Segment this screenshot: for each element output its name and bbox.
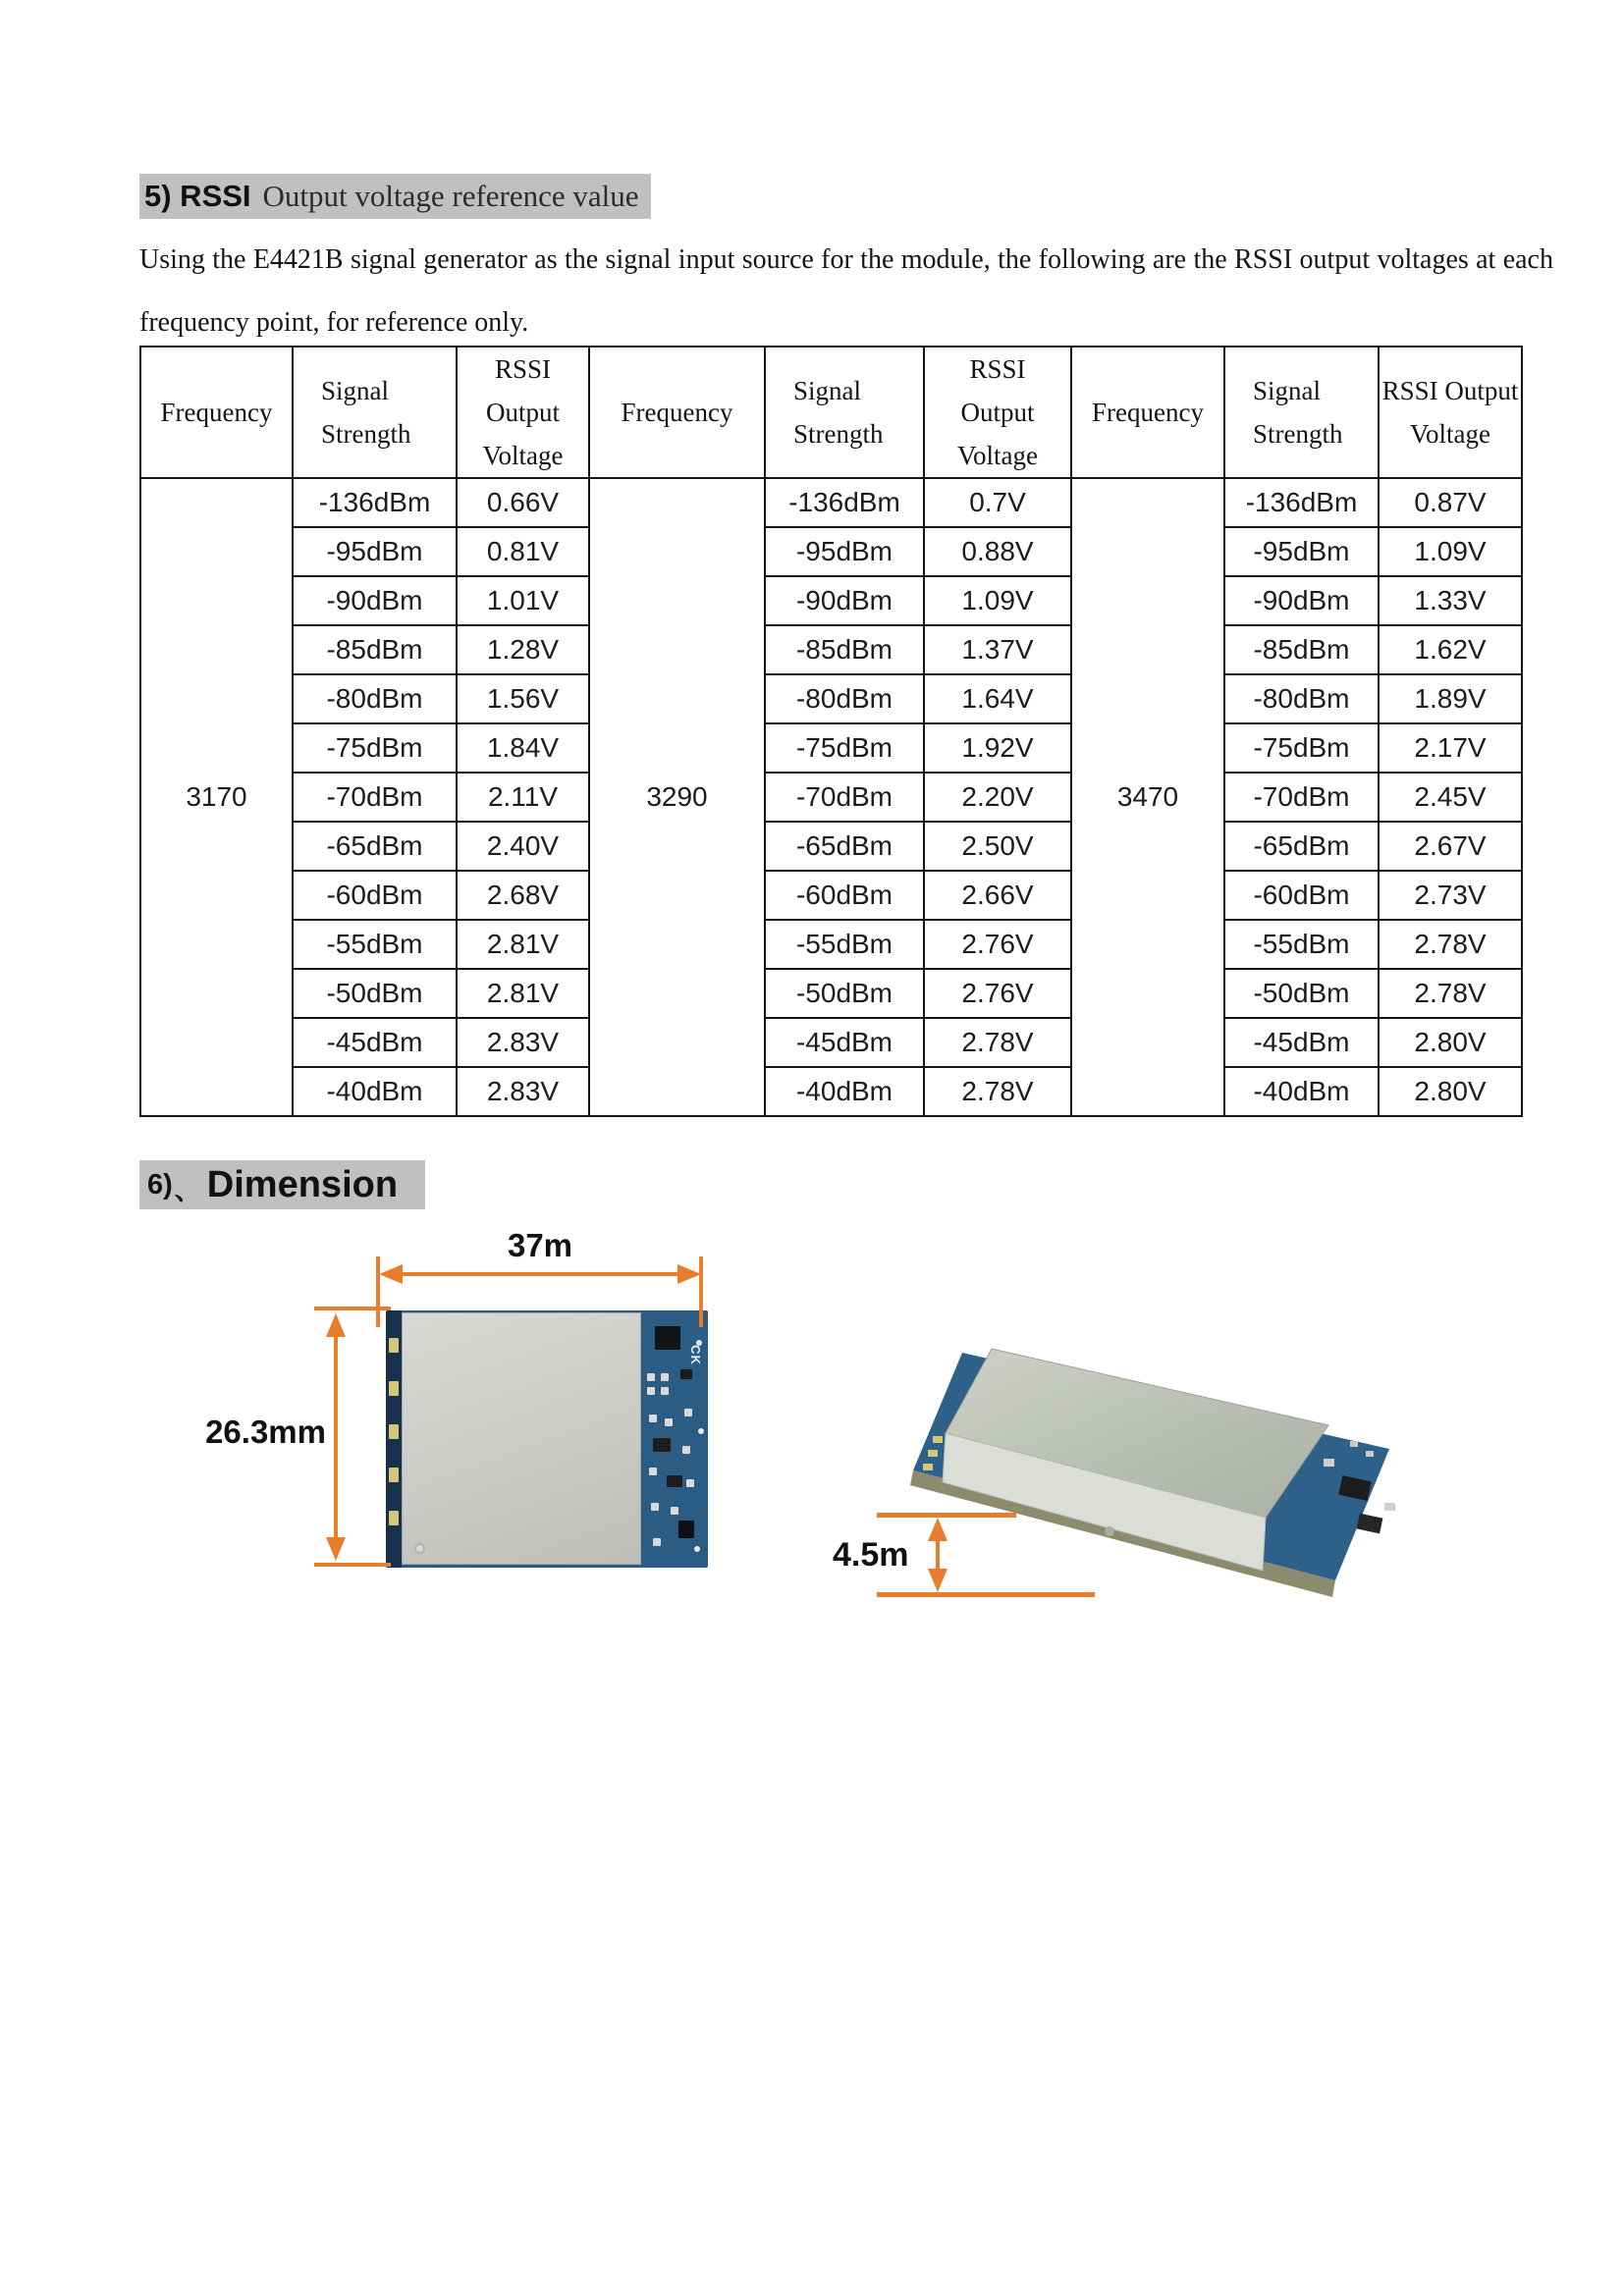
voltage-cell: 2.83V <box>457 1067 589 1116</box>
smd-pad <box>684 1409 692 1416</box>
smd-pad <box>671 1507 678 1515</box>
signal-strength-cell: -95dBm <box>765 527 924 576</box>
signal-strength-cell: -60dBm <box>293 871 457 920</box>
smd-pad <box>1350 1441 1358 1447</box>
thickness-dim-arrowhead-top <box>928 1518 947 1541</box>
voltage-cell: 0.7V <box>924 478 1071 527</box>
rf-shield <box>402 1312 641 1565</box>
shield-hole <box>1105 1526 1114 1536</box>
signal-strength-cell: -90dBm <box>765 576 924 625</box>
header-line: Strength <box>1253 419 1343 449</box>
silkscreen-dot <box>694 1546 700 1552</box>
table-row <box>140 822 1522 871</box>
voltage-cell: 1.89V <box>1379 674 1522 723</box>
voltage-cell: 1.64V <box>924 674 1071 723</box>
rssi-table-head <box>140 347 1522 478</box>
voltage-cell: 2.81V <box>457 969 589 1018</box>
solder-pad <box>389 1468 399 1482</box>
voltage-cell: 1.84V <box>457 723 589 773</box>
voltage-cell: 0.81V <box>457 527 589 576</box>
width-dim-line <box>393 1272 687 1276</box>
voltage-cell: 2.78V <box>1379 969 1522 1018</box>
signal-strength-cell: -75dBm <box>293 723 457 773</box>
signal-strength-cell: -55dBm <box>765 920 924 969</box>
signal-strength-cell: -136dBm <box>293 478 457 527</box>
pcb-left-edge <box>386 1310 402 1568</box>
table-row <box>140 723 1522 773</box>
signal-strength-cell: -45dBm <box>765 1018 924 1067</box>
smd-pad <box>1366 1451 1374 1457</box>
voltage-cell: 1.37V <box>924 625 1071 674</box>
section6-heading-separator: 、 <box>174 1175 201 1205</box>
frequency-cell: 3290 <box>589 478 765 1116</box>
smd-pad <box>649 1468 657 1475</box>
table-row <box>140 1018 1522 1067</box>
voltage-cell: 2.78V <box>924 1067 1071 1116</box>
pcb-components-area <box>641 1310 708 1568</box>
solder-pad <box>389 1511 399 1525</box>
signal-strength-cell: -50dBm <box>765 969 924 1018</box>
smd-pad <box>665 1418 673 1426</box>
height-dim-arrowhead-top <box>326 1313 346 1337</box>
rssi-table-body <box>140 478 1522 1116</box>
signal-strength-cell: -136dBm <box>765 478 924 527</box>
smd-pad <box>682 1446 690 1454</box>
signal-strength-header-cell <box>765 347 924 478</box>
height-dim-arrowhead-bottom <box>326 1537 346 1561</box>
section6-heading-title: Dimension <box>206 1163 399 1205</box>
voltage-cell: 2.68V <box>457 871 589 920</box>
header-line: Signal <box>793 376 862 405</box>
height-dimension-label: 26.3mm <box>205 1414 326 1450</box>
solder-pad <box>389 1424 399 1439</box>
voltage-cell: 1.01V <box>457 576 589 625</box>
shield-dot <box>414 1543 425 1554</box>
solder-pad <box>928 1450 938 1457</box>
section5-heading-title: Output voltage reference value <box>262 179 639 213</box>
smd-pad <box>649 1415 657 1422</box>
voltage-cell: 0.88V <box>924 527 1071 576</box>
header-line: Signal <box>1253 376 1322 405</box>
smd-component <box>680 1369 692 1379</box>
signal-strength-cell: -80dBm <box>1224 674 1379 723</box>
width-dim-arrowhead-right <box>677 1264 701 1284</box>
voltage-cell: 2.81V <box>457 920 589 969</box>
signal-strength-cell: -80dBm <box>293 674 457 723</box>
voltage-cell: 1.09V <box>924 576 1071 625</box>
voltage-cell: 2.17V <box>1379 723 1522 773</box>
signal-strength-cell: -90dBm <box>1224 576 1379 625</box>
signal-strength-cell: -55dBm <box>1224 920 1379 969</box>
header-line: Voltage <box>482 441 564 470</box>
header-line: Strength <box>321 419 411 449</box>
solder-pad <box>933 1436 943 1443</box>
table-row <box>140 478 1522 527</box>
voltage-cell: 1.28V <box>457 625 589 674</box>
header-line: Voltage <box>1410 419 1490 449</box>
table-row <box>140 920 1522 969</box>
voltage-cell: 2.40V <box>457 822 589 871</box>
solder-pad <box>389 1381 399 1396</box>
signal-strength-cell: -70dBm <box>765 773 924 822</box>
signal-strength-cell: -45dBm <box>293 1018 457 1067</box>
table-row <box>140 625 1522 674</box>
thickness-dimension-label: 4.5m <box>833 1536 909 1574</box>
signal-strength-cell: -40dBm <box>293 1067 457 1116</box>
smd-component <box>653 1438 671 1452</box>
silkscreen-dot <box>698 1428 704 1434</box>
voltage-cell: 2.83V <box>457 1018 589 1067</box>
smd-pad <box>1384 1503 1395 1511</box>
signal-strength-cell: -85dBm <box>1224 625 1379 674</box>
ic-chip <box>655 1326 680 1350</box>
voltage-cell: 1.33V <box>1379 576 1522 625</box>
voltage-cell: 2.80V <box>1379 1018 1522 1067</box>
solder-pad <box>389 1338 399 1353</box>
signal-strength-cell: -75dBm <box>1224 723 1379 773</box>
rssi-output-voltage-header-cell <box>924 347 1071 478</box>
signal-strength-cell: -65dBm <box>765 822 924 871</box>
smd-pad <box>647 1387 655 1395</box>
table-row <box>140 674 1522 723</box>
signal-strength-cell: -75dBm <box>765 723 924 773</box>
frequency-header-cell: Frequency <box>589 347 765 478</box>
smd-pad <box>661 1373 669 1381</box>
rssi-output-voltage-header-cell <box>457 347 589 478</box>
frequency-cell: 3470 <box>1071 478 1224 1116</box>
voltage-cell: 2.76V <box>924 969 1071 1018</box>
voltage-cell: 2.11V <box>457 773 589 822</box>
voltage-cell: 1.56V <box>457 674 589 723</box>
table-row <box>140 969 1522 1018</box>
table-row <box>140 773 1522 822</box>
header-line: Signal <box>321 376 390 405</box>
signal-strength-cell: -50dBm <box>1224 969 1379 1018</box>
frequency-cell: 3170 <box>140 478 293 1116</box>
table-row <box>140 1067 1522 1116</box>
voltage-cell: 2.80V <box>1379 1067 1522 1116</box>
table-row <box>140 871 1522 920</box>
signal-strength-cell: -45dBm <box>1224 1018 1379 1067</box>
signal-strength-cell: -60dBm <box>1224 871 1379 920</box>
height-dim-tick-top <box>314 1307 391 1310</box>
voltage-cell: 2.50V <box>924 822 1071 871</box>
signal-strength-cell: -90dBm <box>293 576 457 625</box>
voltage-cell: 2.45V <box>1379 773 1522 822</box>
module-top-view-photo <box>386 1310 708 1568</box>
smd-component <box>1357 1514 1383 1534</box>
signal-strength-cell: -80dBm <box>765 674 924 723</box>
signal-strength-cell: -65dBm <box>293 822 457 871</box>
header-line: Voltage <box>957 441 1038 470</box>
frequency-header-cell: Frequency <box>140 347 293 478</box>
section5-heading <box>139 174 651 219</box>
header-line: RSSI <box>494 354 552 384</box>
smd-pad <box>661 1387 669 1395</box>
solder-pad <box>923 1464 933 1470</box>
smd-component <box>678 1521 694 1538</box>
signal-strength-cell: -95dBm <box>293 527 457 576</box>
rssi-output-voltage-header-cell <box>1379 347 1522 478</box>
header-line: Strength <box>793 419 884 449</box>
signal-strength-cell: -40dBm <box>765 1067 924 1116</box>
signal-strength-cell: -85dBm <box>765 625 924 674</box>
height-dim-tick-bottom <box>314 1563 391 1567</box>
header-line: Output <box>960 398 1035 427</box>
header-line: Output <box>485 398 560 427</box>
voltage-cell: 2.67V <box>1379 822 1522 871</box>
height-dim-line <box>334 1327 338 1549</box>
voltage-cell: 1.62V <box>1379 625 1522 674</box>
width-dimension-label: 37m <box>507 1227 573 1263</box>
thickness-dim-arrowhead-bottom <box>928 1569 947 1592</box>
width-dim-arrowhead-left <box>379 1264 403 1284</box>
pcb-silkscreen-text: CK <box>688 1345 704 1365</box>
table-row <box>140 527 1522 576</box>
signal-strength-cell: -50dBm <box>293 969 457 1018</box>
voltage-cell: 1.09V <box>1379 527 1522 576</box>
signal-strength-cell: -136dBm <box>1224 478 1379 527</box>
smd-pad <box>1324 1459 1334 1467</box>
signal-strength-cell: -85dBm <box>293 625 457 674</box>
signal-strength-cell: -55dBm <box>293 920 457 969</box>
rssi-table <box>139 346 1523 1117</box>
voltage-cell: 2.73V <box>1379 871 1522 920</box>
smd-component <box>667 1475 682 1487</box>
module-perspective-view-photo <box>889 1323 1429 1618</box>
table-header-row <box>140 347 1522 478</box>
section5-heading-number: 5) RSSI <box>144 179 251 213</box>
signal-strength-cell: -70dBm <box>293 773 457 822</box>
thickness-dim-tick-bottom <box>877 1592 1095 1597</box>
signal-strength-cell: -40dBm <box>1224 1067 1379 1116</box>
intro-paragraph: Using the E4421B signal generator as the signal input source for the module, the following are the RSSI output voltages at each frequency point, for reference only. <box>139 244 1553 338</box>
voltage-cell: 2.20V <box>924 773 1071 822</box>
voltage-cell: 2.76V <box>924 920 1071 969</box>
smd-pad <box>653 1538 661 1546</box>
header-line: RSSI <box>969 354 1026 384</box>
signal-strength-cell: -70dBm <box>1224 773 1379 822</box>
header-line: RSSI Output <box>1381 376 1519 405</box>
smd-pad <box>647 1373 655 1381</box>
smd-pad <box>686 1479 694 1487</box>
signal-strength-header-cell <box>1224 347 1379 478</box>
smd-pad <box>651 1503 659 1511</box>
section6-heading-number: 6) <box>147 1168 173 1201</box>
section6-heading <box>139 1160 425 1209</box>
table-row <box>140 576 1522 625</box>
voltage-cell: 0.87V <box>1379 478 1522 527</box>
signal-strength-cell: -65dBm <box>1224 822 1379 871</box>
signal-strength-header-cell <box>293 347 457 478</box>
voltage-cell: 1.92V <box>924 723 1071 773</box>
voltage-cell: 0.66V <box>457 478 589 527</box>
voltage-cell: 2.78V <box>1379 920 1522 969</box>
signal-strength-cell: -60dBm <box>765 871 924 920</box>
frequency-header-cell: Frequency <box>1071 347 1224 478</box>
signal-strength-cell: -95dBm <box>1224 527 1379 576</box>
voltage-cell: 2.78V <box>924 1018 1071 1067</box>
voltage-cell: 2.66V <box>924 871 1071 920</box>
